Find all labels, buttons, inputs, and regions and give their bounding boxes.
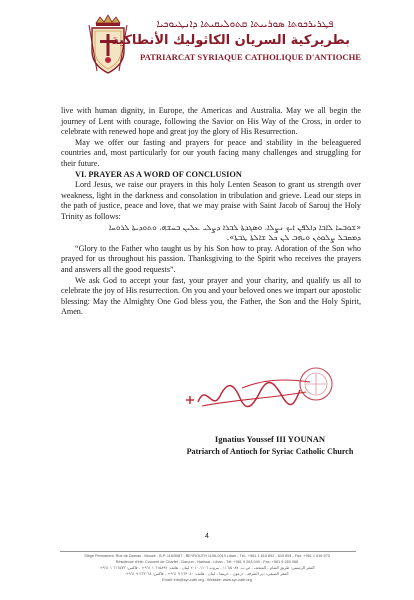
signatory-name: Ignatius Youssef III YOUNAN xyxy=(214,434,326,444)
paragraph-2: May we offer our fasting and prayers for peace and stability in the beleaguered countries and, most particularly for our youth facing many challenges and struggling for their future. xyxy=(61,137,361,168)
footer-line-4: المقر الصيفي: دير الشرفة - درعون - حريصا - لبنان - هاتف: ٢٦٣٠٤٠ ٩ ٩٦١+ - فاكس: ٢٦٣٠٦٨ ٩ ٩٦١+ xyxy=(125,571,289,576)
paragraph-3: Lord Jesus, we raise our prayers in this holy Lenten Season to grant us strength over weakness, light in the darkness and consolation in tribulation and grieve. Lead our steps in the path of justice, peace and love, that we may praise with Saint Jacob of Sarouj the Holy Trinity as follows: xyxy=(61,180,361,221)
footer-line-1: Siège Permanent: Rue de Damas - Mouzé - B.P. 116/5087 - BEYROUTH 1106-2010 Liban - Tél.: +961 1 615 892 - 615 894 - Fax: +961 1 616 573 xyxy=(84,554,330,558)
page-number: 4 xyxy=(205,533,209,540)
letterhead-french: PATRIARCAT SYRIAQUE CATHOLIQUE D'ANTIOCHE xyxy=(140,52,361,62)
letter-body xyxy=(61,106,361,318)
letterhead xyxy=(86,10,361,82)
footer-divider xyxy=(60,551,356,552)
signatory-title: Patriarch of Antioch for Syriac Catholic Church xyxy=(186,447,354,456)
paragraph-4: “Glory to the Father who taught us by his Son how to pray. Adoration of the Son who prayed for us throughout his passion. Thanksgiving to the Spirit who receives the prayers and answers all the good requests”. xyxy=(61,243,361,274)
letterhead-syriac: ܦܛܪܝܪܟܘܬܐ ܣܘܪܝܝܬܐ ܩܬܘܠܝܩܝܬܐ ܕܐܢܛܝܘܟܝܐ xyxy=(156,19,334,30)
syriac-quote-line-2: ܕܡܩܒܠ ܨܠܘܬܢ ܘܝܗܒ ܠܢ ܟܠ ܫܐܠܬܐ ܛܒܬܐ». xyxy=(226,233,361,243)
paragraph-5: We ask God to accept your fast, your prayer and your charity, and qualify us all to celebrate the joy of His resurrection. On you and your beloved ones we impart our apostolic blessing: May the Almighty One God bless you, the Father, the Son and the Holy Spirit, Amen. xyxy=(61,275,361,317)
section-heading: VI. PRAYER AS A WORD OF CONCLUSION xyxy=(75,169,242,179)
letterhead-text xyxy=(111,18,361,63)
footer xyxy=(56,553,358,583)
footer-line-2: Résidence d'été: Couvent de Charfet - Daroun - Harissa - Liban - Tél: +961 9 263 040 - Fax: +961 9 263 068 xyxy=(115,560,299,564)
letterhead-arabic: بطريركية السريان الكاثوليك الأنطاكية xyxy=(111,33,350,48)
paragraph-1: live with human dignity, in Europe, the Americas and Australia. May we all begin the journey of Lent with courage, following the Savior on His Way of the Cross, in order to celebrate with renewed hope and great joy the glory of His Resurrection. xyxy=(61,106,361,137)
footer-line-3: المقر الرئيسي: طريق الشام - المتحف - ص.ب. ١١٦/٥٠٨٧ - بيروت ١١٠٦-٢٠١٠ لبنان - هاتف: ٦١٥٨٩٢ ١ ٩٦١+ - فاكس: ٦١٦٥٧٣ ١ ٩٦١+ xyxy=(99,565,315,570)
syriac-quote-line-1: «ܫܘܒܚܐ ܠܐܒܐ ܕܐܠܦܢ ܐܝܟ ܢܨܠܐ، ܘܣܓܕܬܐ ܠܒܪܐ ܕܨܠܝ ܥܠܝܢ ܒܚܫܗ، ܘܬܘܕܝܬܐ ܠܪܘܚܐ xyxy=(108,222,361,232)
signature-icon xyxy=(182,362,342,422)
footer-email-link[interactable]: Email: info@syr-cath.org - Website: www.syr-cath.org xyxy=(162,578,252,582)
